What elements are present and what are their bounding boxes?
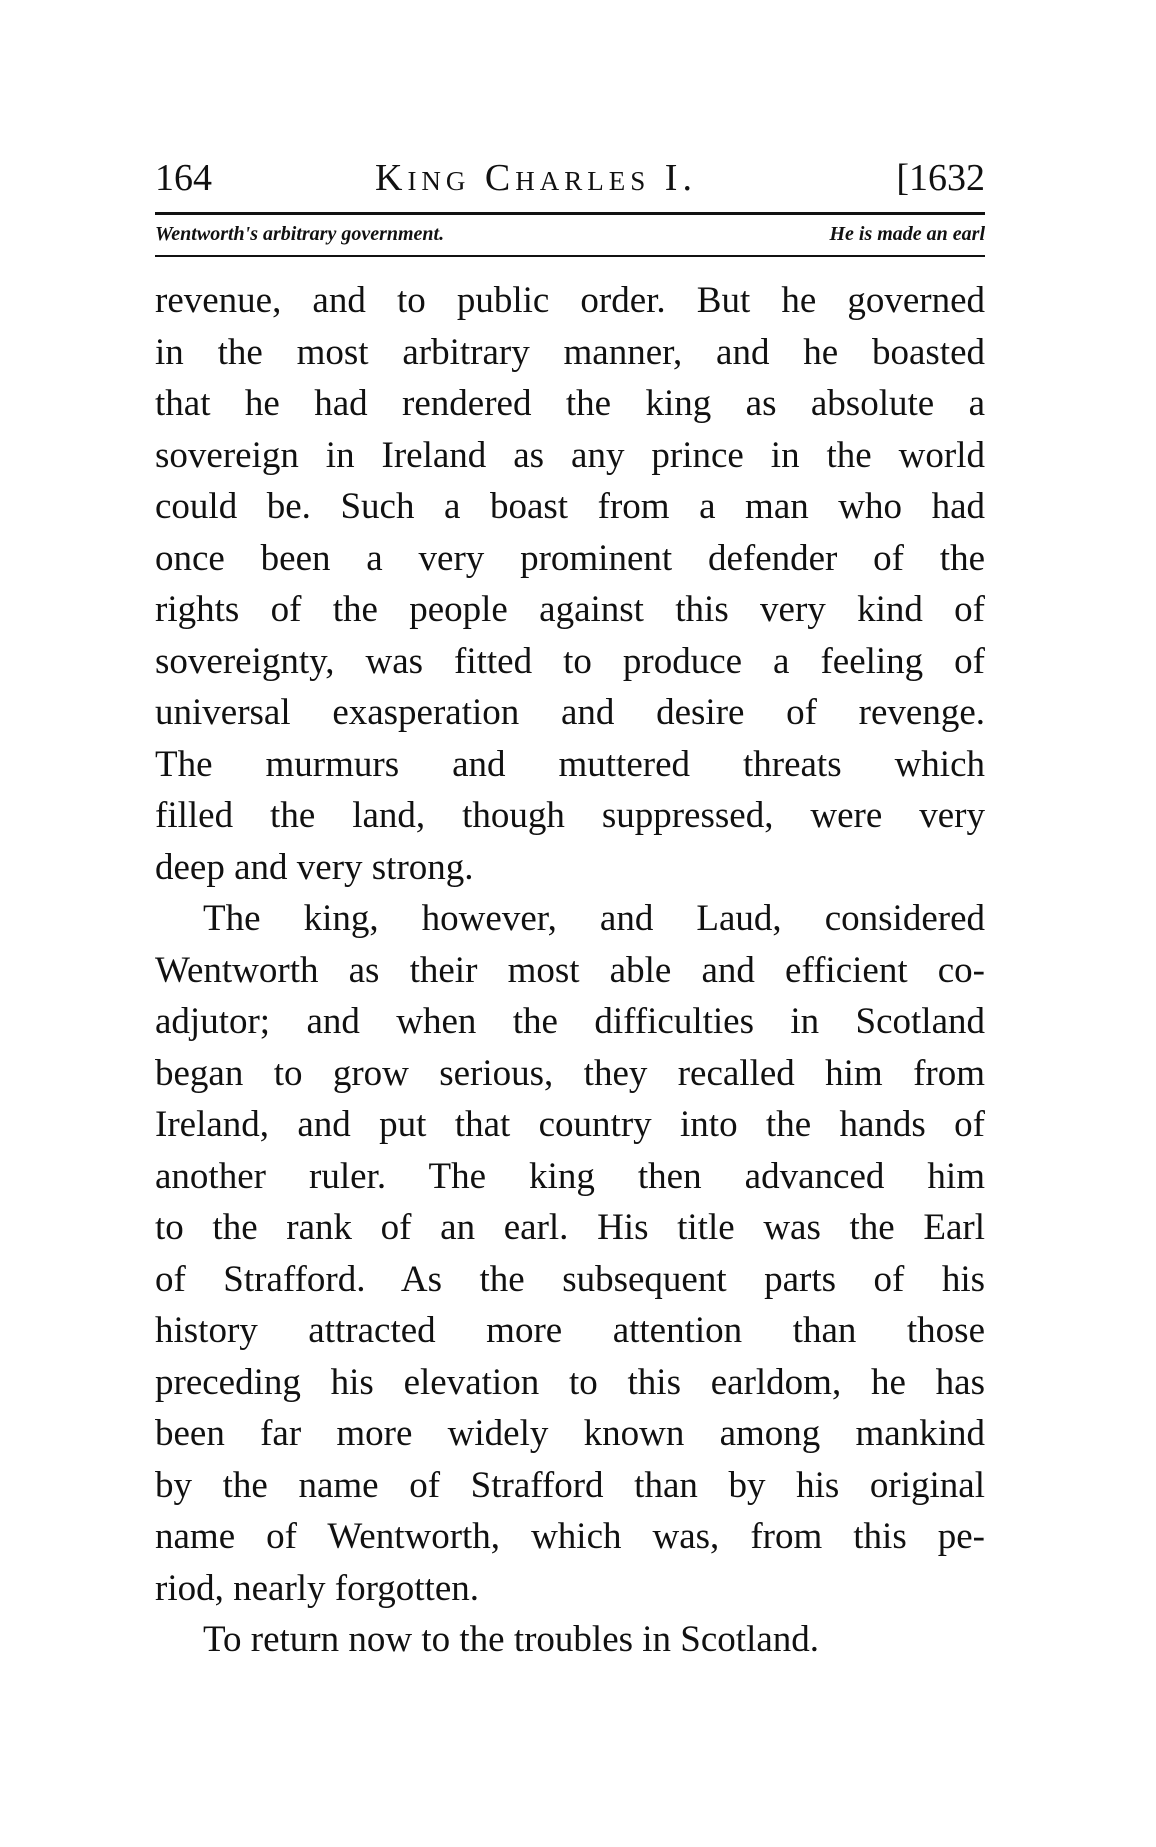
text-line: that he had rendered the king as absolute a [155,383,985,424]
text-line: revenue, and to public order. But he governed [155,280,985,321]
text-line: another ruler. The king then advanced him [155,1155,985,1197]
text-line: The king, however, and Laud, considered [203,898,985,939]
text-line: been far more widely known among mankind [155,1413,985,1454]
text-line: to the rank of an earl. His title was the Earl [155,1207,985,1248]
text-line: riod, nearly forgotten. [155,1567,480,1609]
running-head [155,148,985,208]
text-line: Wentworth as their most able and efficient co- [155,949,985,991]
text-line: universal exasperation and desire of revenge. [155,692,985,733]
text-line: could be. Such a boast from a man who had [155,486,985,527]
text-line: filled the land, though suppressed, were very [155,795,985,836]
text-line: The murmurs and muttered threats which [155,743,985,785]
text-line: history attracted more attention than those [155,1310,985,1351]
body-text [155,275,985,1666]
text-line: began to grow serious, they recalled him from [155,1052,985,1094]
page-number: 164 [155,157,212,199]
text-line: in the most arbitrary manner, and he boasted [155,331,985,373]
text-line: preceding his elevation to this earldom, he has [155,1361,985,1403]
text-line: deep and very strong. [155,846,474,888]
text-line: rights of the people against this very kind of [155,589,985,630]
subheader-right: He is made an earl [829,223,985,245]
text-line: sovereignty, was fitted to produce a feeling of [155,640,985,682]
text-line: by the name of Strafford than by his original [155,1464,985,1506]
text-line: of Strafford. As the subsequent parts of his [155,1258,985,1300]
text-line: Ireland, and put that country into the hands of [155,1104,985,1145]
text-line: name of Wentworth, which was, from this pe- [155,1516,985,1557]
book-title: King Charles I. [375,157,697,199]
text-line: once been a very prominent defender of the [155,537,985,579]
text-line: To return now to the troubles in Scotland. [203,1619,820,1660]
section-subheader [155,212,985,257]
subheader-left: Wentworth's arbitrary government. [155,223,445,245]
year-marker: [1632 [896,157,985,199]
text-line: sovereign in Ireland as any prince in the world [155,434,985,476]
text-line: adjutor; and when the difficulties in Scotland [155,1001,985,1042]
